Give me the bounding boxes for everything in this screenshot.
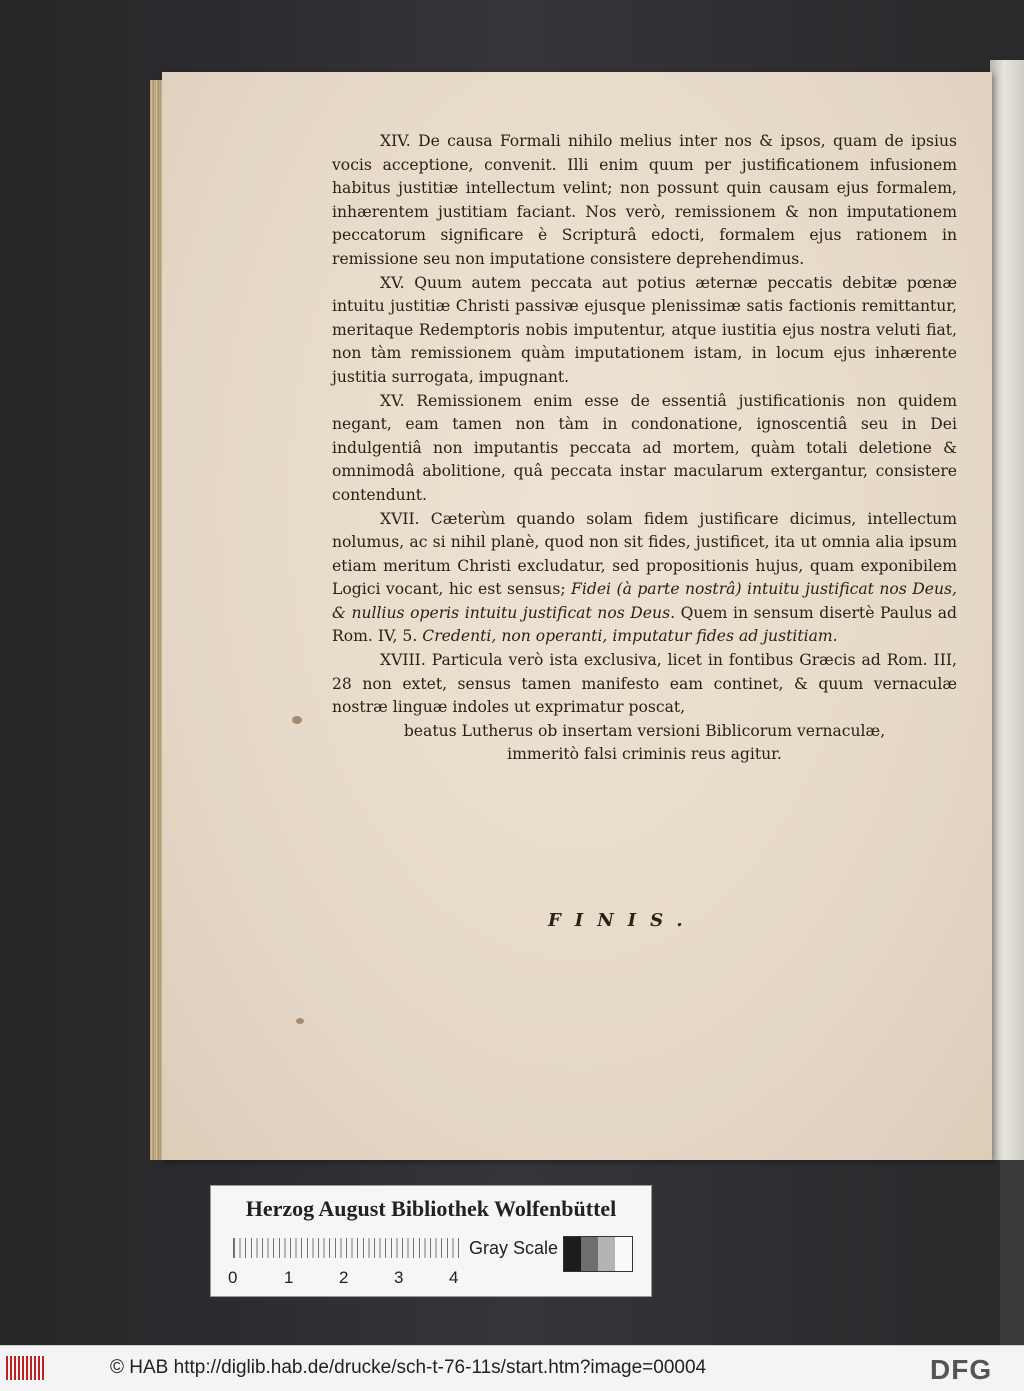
hab-logo-icon <box>6 1356 46 1380</box>
footer-bar <box>0 1345 1024 1391</box>
tick-3: 3 <box>394 1268 404 1287</box>
paragraph-xv-b: XV. Remissionem enim esse de essentiâ justificationis non quidem negant, eam tamen non tàm in condonatione, ignoscentiâ seu in Dei indulgentiâ non imputantis peccata ad mortem, quàm totali deletione & omnimodâ abolitione, quâ peccata instar macularum extergantur, consistere contendunt. <box>332 391 957 504</box>
paragraph-xviii: XVIII. Particula verò ista exclusiva, licet in fontibus Græcis ad Rom. III, 28 non extet, sensus tamen manifesto eam continet, & quum vernaculæ nostræ linguæ indoles ut exprimatur poscat, <box>332 651 957 717</box>
tick-4: 4 <box>449 1268 459 1287</box>
page-text <box>332 130 957 767</box>
ruler <box>233 1238 459 1258</box>
dfg-logo: DFG <box>930 1354 993 1385</box>
italic-quote-2: Credenti, non operanti, imputatur fides ad justitiam. <box>422 627 838 646</box>
next-page-shadow <box>1000 1160 1024 1345</box>
tick-2: 2 <box>339 1268 349 1287</box>
scale-card <box>210 1185 652 1297</box>
finis-label: FINIS. <box>548 910 697 931</box>
footer-copyright-link[interactable]: © HAB http://diglib.hab.de/drucke/sch-t-76-11s/start.htm?image=00004 <box>110 1357 707 1378</box>
tick-0: 0 <box>228 1268 238 1287</box>
card-title: Herzog August Bibliothek Wolfenbüttel <box>245 1196 617 1221</box>
tick-1: 1 <box>284 1268 294 1287</box>
ink-blot <box>292 716 302 724</box>
ink-blot <box>296 1018 304 1024</box>
paragraph-xiv: XIV. De causa Formali nihilo melius inter nos & ipsos, quam de ipsius vocis acceptione, convenit. Illi enim quum per justificationem infusionem habitus justitiæ intellectum velint; non possunt quin causam ejus formalem, inhærentem justitiam faciant. Nos verò, remissionem & non imputationem peccatorum significare è Scripturâ edocti, formalem ejus rationem in remissione seu non imputatione consistere deprehendimus. <box>332 132 957 268</box>
paragraph-xv-a: XV. Quum autem peccata aut potius æternæ peccatis debitæ pœnæ intuitu justitiæ Christi passivæ ejusque plenissimæ satis factionis remittantur, meritaque Redemptoris nobis imputentur, atque iustitia ejus nostra veluti fiat, non tàm remissionem quàm imputationem istam, in locum ejus inhærente justitia surrogata, impugnant. <box>332 273 957 386</box>
paragraph-xvii <box>332 508 957 650</box>
italic-quote-1: Fidei (à parte nostrâ) intuitu justificat nos Deus, & nullius operis intuitu justificat nos Deus. <box>332 580 957 622</box>
paragraph-xvii-body: XVII. Cæterùm quando solam fidem justificare dicimus, intellectum nolumus, ac si nihil planè, quod non sit fides, justificet, ita ut omnia alia ipsum etiam meritum Christi excludatur, sed propositionis hujus, quam exponibilem Logici vocant, hic est sensus; <box>332 509 957 599</box>
closing-line-1: beatus Lutherus ob insertam versioni Biblicorum vernaculæ, <box>403 721 886 740</box>
gray-scale-label: Gray Scale <box>469 1238 559 1258</box>
gray-scale-swatch <box>563 1236 633 1272</box>
next-page-edge <box>990 60 1024 1160</box>
rom-reference: Quem in sensum disertè Paulus ad Rom. IV, 5. <box>332 603 957 646</box>
closing-line-2: immeritò falsi criminis reus agitur. <box>507 745 782 764</box>
